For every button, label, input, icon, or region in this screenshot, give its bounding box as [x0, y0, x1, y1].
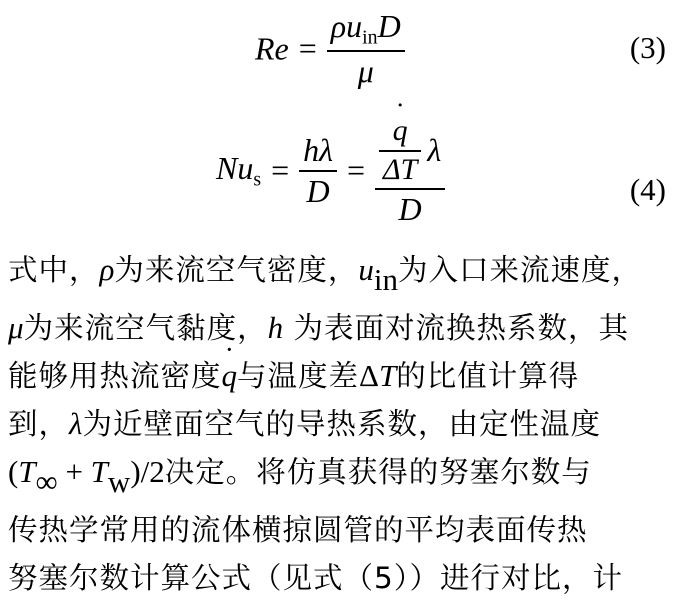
equation-3-body: [255, 8, 405, 90]
fraction-re: [327, 8, 405, 90]
fraction-h-lambda: [299, 132, 337, 210]
fraction-denominator: μ: [357, 53, 374, 90]
text: 式中，: [8, 253, 100, 287]
fraction-bar: [327, 50, 405, 52]
lambda-symbol: λ: [427, 132, 442, 169]
fraction-bar: [299, 170, 337, 172]
temperature-symbol: T: [378, 357, 397, 393]
body-paragraph: [8, 246, 678, 602]
fraction-denominator: D: [306, 172, 330, 209]
velocity-symbol: u: [346, 8, 363, 44]
fraction-qdot-over-dT: [375, 114, 445, 228]
fraction-numerator: [327, 8, 405, 49]
text: 为来流空气黏度，: [23, 310, 268, 345]
equation-number-3: (3): [629, 30, 666, 65]
rho-symbol: ρ: [330, 8, 347, 44]
equals-sign: =: [271, 152, 290, 189]
mu-symbol: μ: [8, 309, 24, 345]
equation-3: [0, 8, 686, 94]
equation-4: [0, 114, 686, 234]
paren: (: [8, 453, 19, 489]
text: 与温度差: [237, 358, 360, 393]
temperature-symbol: T: [90, 453, 108, 489]
text-line-2: [8, 304, 678, 352]
fraction-bar: [375, 188, 445, 190]
text: 为来流空气密度，: [114, 253, 359, 287]
nusselt-symbol: [216, 150, 262, 191]
rho-symbol: ρ: [99, 252, 115, 287]
equation-4-body: [216, 114, 445, 228]
text: 为近壁面空气的导热系数，由定性温度: [82, 406, 601, 441]
lambda-symbol: λ: [69, 405, 83, 441]
infinity-subscript: ∞: [35, 463, 58, 499]
text: 决定。将仿真获得的努塞尔数与: [164, 454, 592, 489]
temperature-difference-symbol: ΔT: [383, 152, 418, 186]
heat-flux-symbol: ˙ q: [222, 352, 238, 400]
h-symbol: h: [267, 309, 284, 345]
plus-sign: +: [57, 453, 91, 489]
velocity-symbol: u: [358, 252, 374, 287]
delta-symbol: Δ: [359, 357, 379, 393]
text: 为表面对流换热系数，其: [283, 310, 629, 345]
nusselt-letters: Nu: [216, 150, 254, 187]
text-line-3: [8, 352, 678, 400]
inner-fraction-bar: [379, 150, 421, 152]
text-line-7: 努塞尔数计算公式（见式（5））进行对比，计: [8, 560, 624, 595]
text: 到，: [8, 406, 70, 441]
fraction-denominator: D: [398, 191, 422, 227]
temperature-symbol: T: [18, 453, 36, 489]
equals-sign: =: [298, 30, 317, 67]
paren-half: )/2: [130, 453, 165, 489]
equation-number-4: (4): [629, 172, 666, 207]
diameter-symbol: D: [377, 8, 401, 44]
text: 为入口来流速度，: [398, 253, 643, 287]
heat-flux-symbol: [379, 114, 421, 149]
wall-subscript: w: [107, 463, 131, 499]
text-line-1: [8, 246, 678, 304]
surface-subscript: s: [253, 168, 262, 191]
text-line-4: [8, 400, 678, 448]
reynolds-symbol: Re: [255, 30, 289, 67]
inlet-subscript: in: [373, 261, 399, 297]
text: 能够用热流密度: [8, 358, 222, 393]
text-line-5: [8, 448, 678, 506]
text: 的比值计算得: [396, 358, 580, 393]
compound-numerator: [375, 114, 445, 187]
inlet-subscript: in: [362, 26, 378, 49]
text-line-6: 传热学常用的流体横掠圆管的平均表面传热: [8, 512, 588, 547]
q-dot: ˙ q: [393, 114, 408, 149]
inner-fraction: [379, 114, 421, 187]
fraction-numerator: hλ: [303, 132, 333, 169]
equals-sign: =: [346, 152, 366, 189]
